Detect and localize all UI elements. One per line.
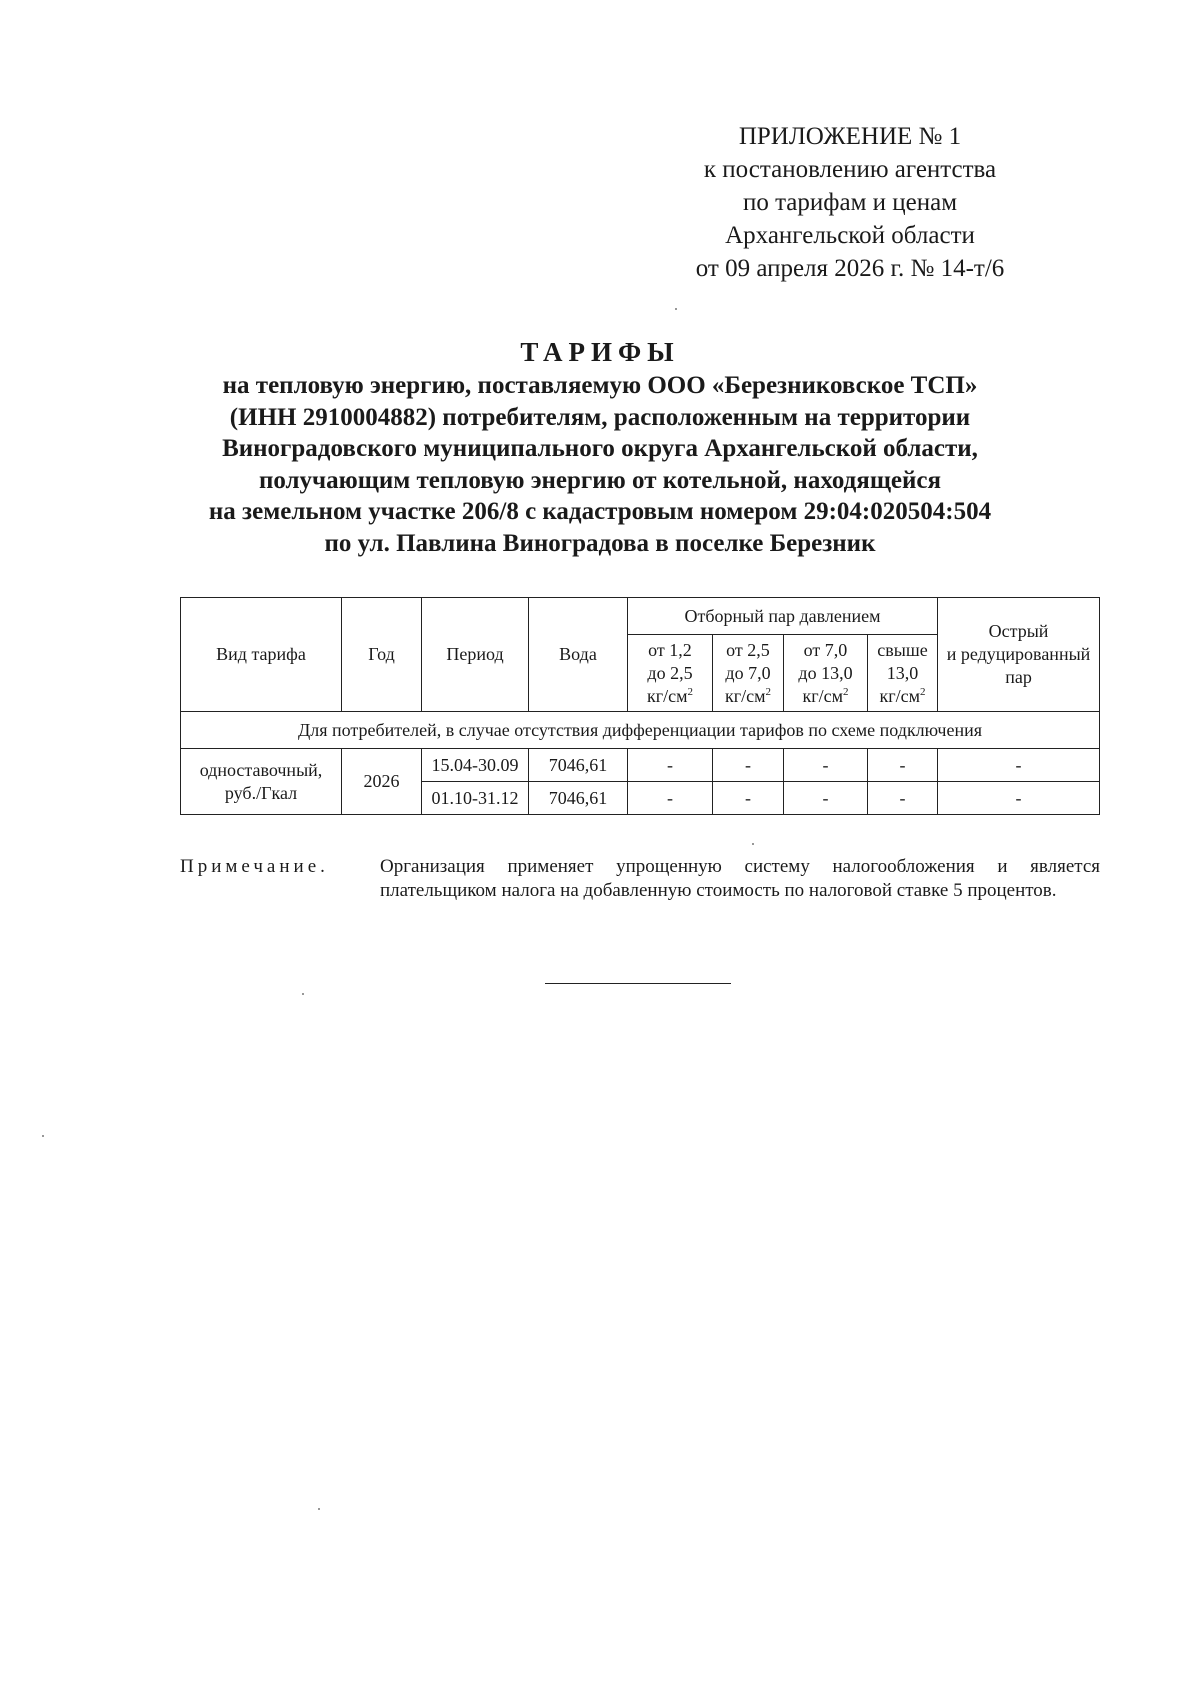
cell-water: 7046,61 — [529, 749, 628, 782]
appendix-header — [600, 120, 1100, 285]
scan-speck — [675, 308, 677, 310]
consumer-group-row: Для потребителей, в случае отсутствия дифференциации тарифов по схеме подключения — [181, 712, 1100, 749]
header-sharp-line: Острый — [988, 621, 1049, 641]
unit-exponent: 2 — [920, 685, 926, 698]
cell-pressure-2: - — [713, 749, 784, 782]
document-title: ТАРИФЫ — [520, 337, 680, 367]
tariff-table — [180, 597, 1100, 815]
pressure-unit: кг/см — [879, 685, 921, 706]
appendix-line: к постановлению агентства — [703, 156, 997, 183]
cell-pressure-1: - — [628, 749, 713, 782]
cell-sharp-steam: - — [938, 749, 1100, 782]
scan-speck — [302, 993, 304, 995]
pressure-to: до 2,5 — [647, 662, 693, 683]
table-row — [181, 749, 1100, 782]
pressure-to: 13,0 — [886, 662, 919, 683]
pressure-unit: кг/см — [646, 685, 688, 706]
header-sharp-line: и редуцированный — [946, 644, 1091, 664]
cell-pressure-4: - — [868, 749, 938, 782]
pressure-unit: кг/см — [802, 685, 843, 706]
pressure-to: до 7,0 — [725, 662, 771, 683]
note-text: Организация применяет упрощенную систему налогообложения и является плательщиком налога на добавленную стоимость по налоговой ставке 5 процентов. — [380, 856, 1100, 901]
header-steam-group: Отборный пар давлением — [628, 598, 938, 635]
subtitle-line: (ИНН 2910004882) потребителям, расположенным на территории — [229, 403, 971, 431]
cell-pressure-1: - — [628, 782, 713, 815]
document-subtitle — [150, 370, 1050, 559]
scan-speck — [752, 843, 754, 845]
header-period: Период — [422, 598, 529, 712]
header-pressure-2 — [713, 635, 784, 712]
subtitle-line: на земельном участке 206/8 с кадастровым номером 29:04:020504:504 — [208, 498, 992, 525]
subtitle-line: на тепловую энергию, поставляемую ООО «Березниковское ТСП» — [222, 372, 978, 399]
scan-speck — [42, 1135, 44, 1137]
header-pressure-4 — [868, 635, 938, 712]
header-pressure-3 — [784, 635, 868, 712]
pressure-from: от 7,0 — [803, 639, 848, 660]
end-divider — [545, 983, 731, 984]
appendix-line: по тарифам и ценам — [742, 189, 958, 216]
pressure-from: от 1,2 — [648, 639, 692, 660]
cell-pressure-2: - — [713, 782, 784, 815]
scan-speck — [318, 1508, 320, 1510]
header-sharp-steam — [938, 598, 1100, 712]
pressure-unit: кг/см — [724, 685, 766, 706]
pressure-to: до 13,0 — [798, 662, 853, 683]
subtitle-line: получающим тепловую энергию от котельной, находящейся — [258, 466, 942, 494]
unit-exponent: 2 — [765, 685, 771, 698]
cell-period: 01.10-31.12 — [422, 782, 529, 815]
appendix-number: ПРИЛОЖЕНИЕ № 1 — [738, 123, 962, 150]
cell-water: 7046,61 — [529, 782, 628, 815]
appendix-date: от 09 апреля 2026 г. № 14-т/6 — [695, 255, 1005, 282]
unit-exponent: 2 — [843, 685, 849, 698]
cell-year: 2026 — [342, 749, 422, 815]
pressure-from: свыше — [877, 639, 928, 660]
cell-pressure-3: - — [784, 749, 868, 782]
header-sharp-line: пар — [1005, 667, 1032, 687]
unit-exponent: 2 — [687, 685, 693, 698]
cell-period: 15.04-30.09 — [422, 749, 529, 782]
subtitle-line: Виноградовского муниципального округа Архангельской области, — [222, 435, 978, 462]
header-year: Год — [342, 598, 422, 712]
cell-pressure-4: - — [868, 782, 938, 815]
pressure-from: от 2,5 — [726, 639, 770, 660]
cell-sharp-steam: - — [938, 782, 1100, 815]
note-label: Примечание. — [180, 856, 329, 877]
cell-pressure-3: - — [784, 782, 868, 815]
header-tariff-type: Вид тарифа — [181, 598, 342, 712]
subtitle-line: по ул. Павлина Виноградова в поселке Березник — [324, 529, 876, 557]
tariff-type-unit: руб./Гкал — [224, 782, 298, 803]
cell-tariff-type — [181, 749, 342, 815]
appendix-line: Архангельской области — [725, 222, 975, 249]
header-pressure-1 — [628, 635, 713, 712]
header-water: Вода — [529, 598, 628, 712]
tariff-type-line: одноставочный, — [199, 759, 323, 780]
